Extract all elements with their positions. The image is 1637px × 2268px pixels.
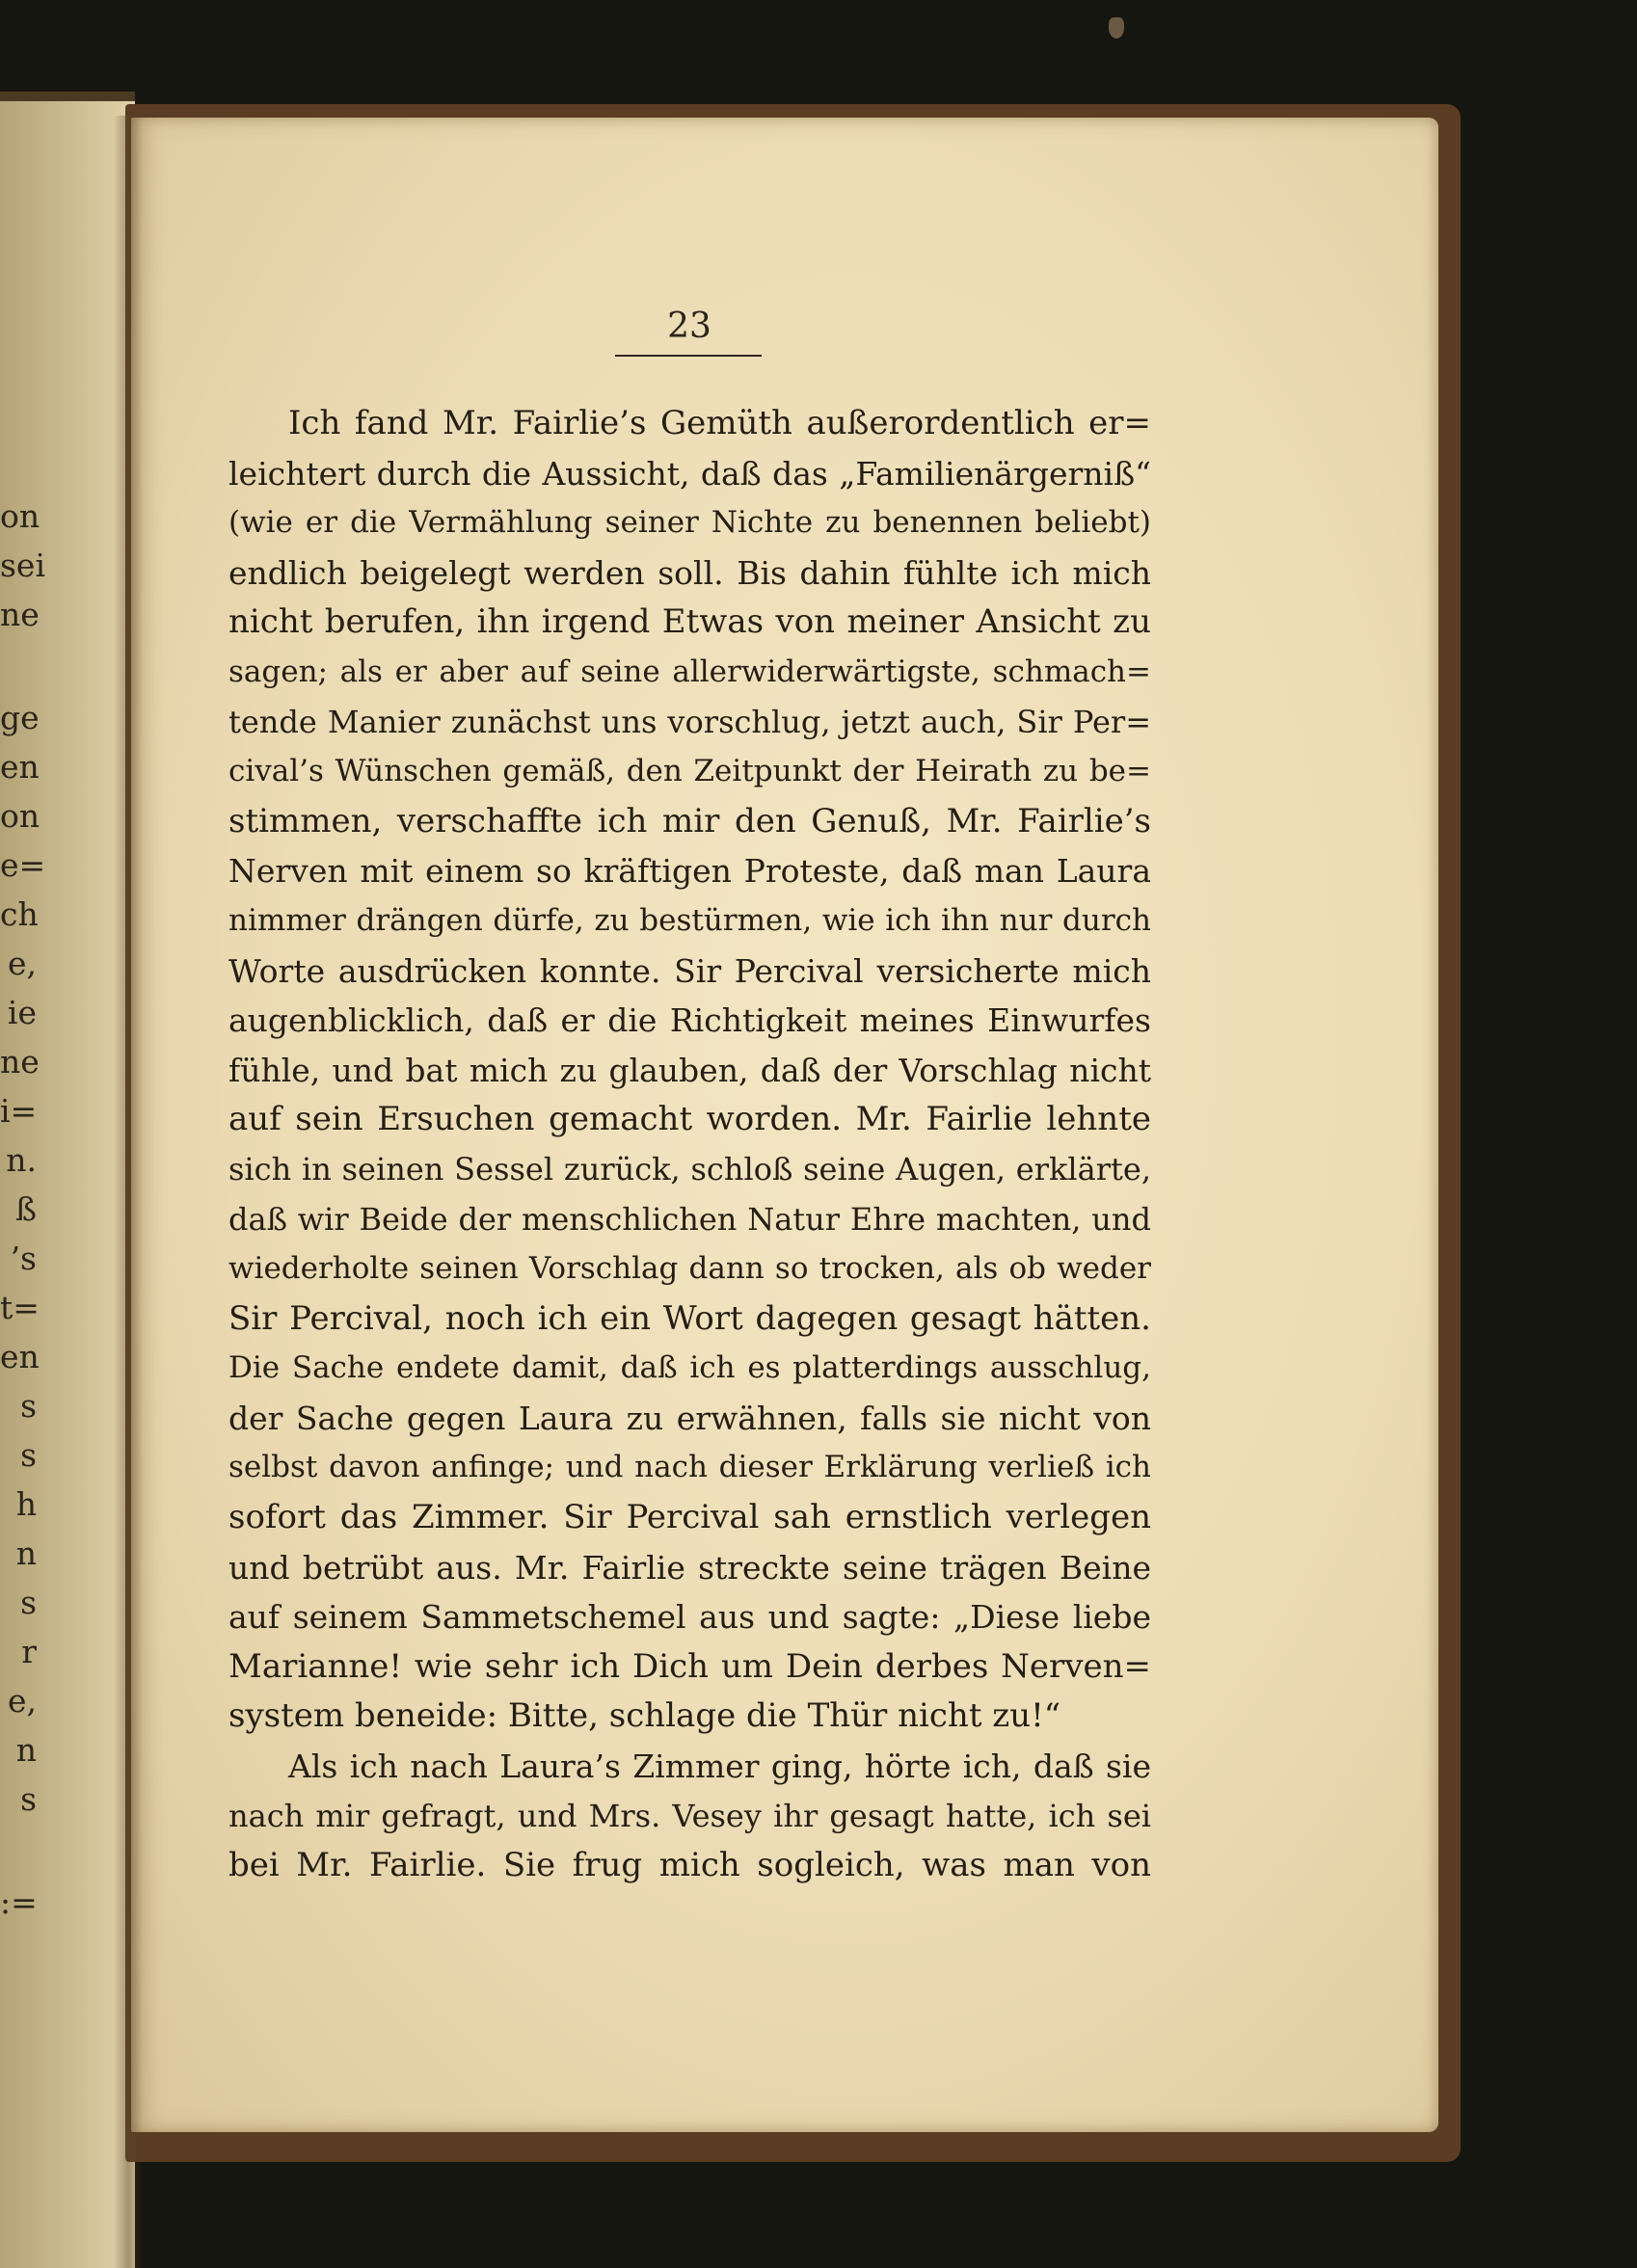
body-text (228, 399, 1151, 1891)
text-line: auf sein Ersuchen gemacht worden. Mr. Fairlie lehnte (228, 1100, 1151, 1139)
previous-page-fragment: ie (7, 994, 37, 1031)
text-line: sich in seinen Sessel zurück, schloß seine Augen, erklärte, (228, 1150, 1151, 1187)
previous-page-fragment: ge (0, 699, 40, 736)
previous-page-fragment: := (0, 1883, 38, 1921)
text-line: sagen; als er aber auf seine allerwiderwärtigste, schmach= (228, 654, 1151, 689)
previous-page-fragment: en (0, 748, 40, 786)
previous-page-fragment: e, (7, 1682, 37, 1720)
previous-page-fragment: on (0, 497, 40, 535)
text-line: nicht berufen, ihn irgend Etwas von meiner Ansicht zu (228, 602, 1151, 642)
text-line: (wie er die Vermählung seiner Nichte zu benennen beliebt) (228, 505, 1151, 541)
previous-page-fragment: s (20, 1387, 37, 1425)
previous-page-fragment: r (21, 1633, 37, 1670)
ink-stain (1109, 17, 1124, 39)
text-line: sofort das Zimmer. Sir Percival sah ernstlich verlegen (228, 1498, 1151, 1537)
previous-page-fragment: ne (0, 1043, 40, 1081)
text-line: wiederholte seinen Vorschlag dann so trocken, als ob weder (228, 1251, 1151, 1287)
text-line: bei Mr. Fairlie. Sie frug mich sogleich, was man von (228, 1846, 1151, 1885)
previous-page-fragment: n (15, 1731, 37, 1769)
previous-page-fragment: s (20, 1780, 37, 1818)
previous-page-fragment: h (15, 1485, 37, 1523)
text-line: leichtert durch die Aussicht, daß das „Familienärgerniß“ (228, 454, 1151, 493)
previous-page-fragment: n. (6, 1141, 37, 1179)
text-line: Ich fand Mr. Fairlie’s Gemüth außerordentlich er= (288, 404, 1151, 442)
previous-page-fragment: s (20, 1584, 37, 1621)
text-line: fühle, und bat mich zu glauben, daß der Vorschlag nicht (228, 1051, 1151, 1089)
previous-page-fragment: n (15, 1534, 37, 1572)
page-number: 23 (667, 307, 711, 346)
previous-page-fragment: s (20, 1436, 37, 1474)
text-line: stimmen, verschaffte ich mir den Genuß, Mr. Fairlie’s (228, 801, 1151, 840)
text-line: augenblicklich, daß er die Richtigkeit meines Einwurfes (228, 1001, 1151, 1040)
text-line: endlich beigelegt werden soll. Bis dahin fühlte ich mich (228, 553, 1151, 592)
previous-page-fragment: on (0, 797, 40, 835)
text-line: nimmer drängen dürfe, zu bestürmen, wie ich ihn nur durch (228, 902, 1151, 938)
previous-page-fragment: t= (0, 1289, 40, 1326)
previous-page-fragment: ’s (10, 1240, 37, 1277)
previous-page-fragment: ne (0, 596, 40, 633)
text-line: auf seinem Sammetschemel aus und sagte: „Diese liebe (228, 1598, 1151, 1637)
previous-page-fragment: ß (14, 1190, 37, 1228)
previous-page-fragment: e, (7, 945, 37, 982)
text-line: Worte ausdrücken konnte. Sir Percival versicherte mich (228, 951, 1151, 990)
text-line: Als ich nach Laura’s Zimmer ging, hörte ich, daß sie (288, 1748, 1151, 1786)
previous-page-fragment: i= (0, 1092, 38, 1130)
text-line: selbst davon anfinge; und nach dieser Erklärung verließ ich (228, 1450, 1151, 1485)
page-number-rule (615, 355, 762, 357)
gutter-shadow (114, 116, 143, 2268)
text-line: system beneide: Bitte, schlage die Thür nicht zu!“ (228, 1696, 1061, 1736)
text-line: daß wir Beide der menschlichen Natur Ehre machten, und (228, 1200, 1151, 1238)
text-line: Nerven mit einem so kräftigen Proteste, daß man Laura (228, 852, 1151, 891)
text-line: Marianne! wie sehr ich Dich um Dein derbes Nerven= (228, 1646, 1151, 1686)
text-line: tende Manier zunächst uns vorschlug, jetzt auch, Sir Per= (228, 703, 1151, 740)
text-line: Die Sache endete damit, daß ich es platterdings ausschlug, (228, 1350, 1151, 1386)
text-line: cival’s Wünschen gemäß, den Zeitpunkt der Heirath zu be= (228, 754, 1151, 789)
previous-page-fragment: sei (0, 547, 46, 584)
text-line: und betrübt aus. Mr. Fairlie streckte seine trägen Beine (228, 1548, 1151, 1587)
previous-page-fragment: ch (0, 895, 39, 933)
previous-page-fragment: e= (0, 846, 46, 884)
text-line: der Sache gegen Laura zu erwähnen, falls sie nicht von (228, 1399, 1151, 1437)
text-line: nach mir gefragt, und Mrs. Vesey ihr gesagt hatte, ich sei (228, 1797, 1151, 1834)
previous-page-fragment: en (0, 1338, 40, 1375)
text-line: Sir Percival, noch ich ein Wort dagegen gesagt hätten. (228, 1298, 1151, 1338)
previous-page-line-endings (0, 492, 46, 1927)
